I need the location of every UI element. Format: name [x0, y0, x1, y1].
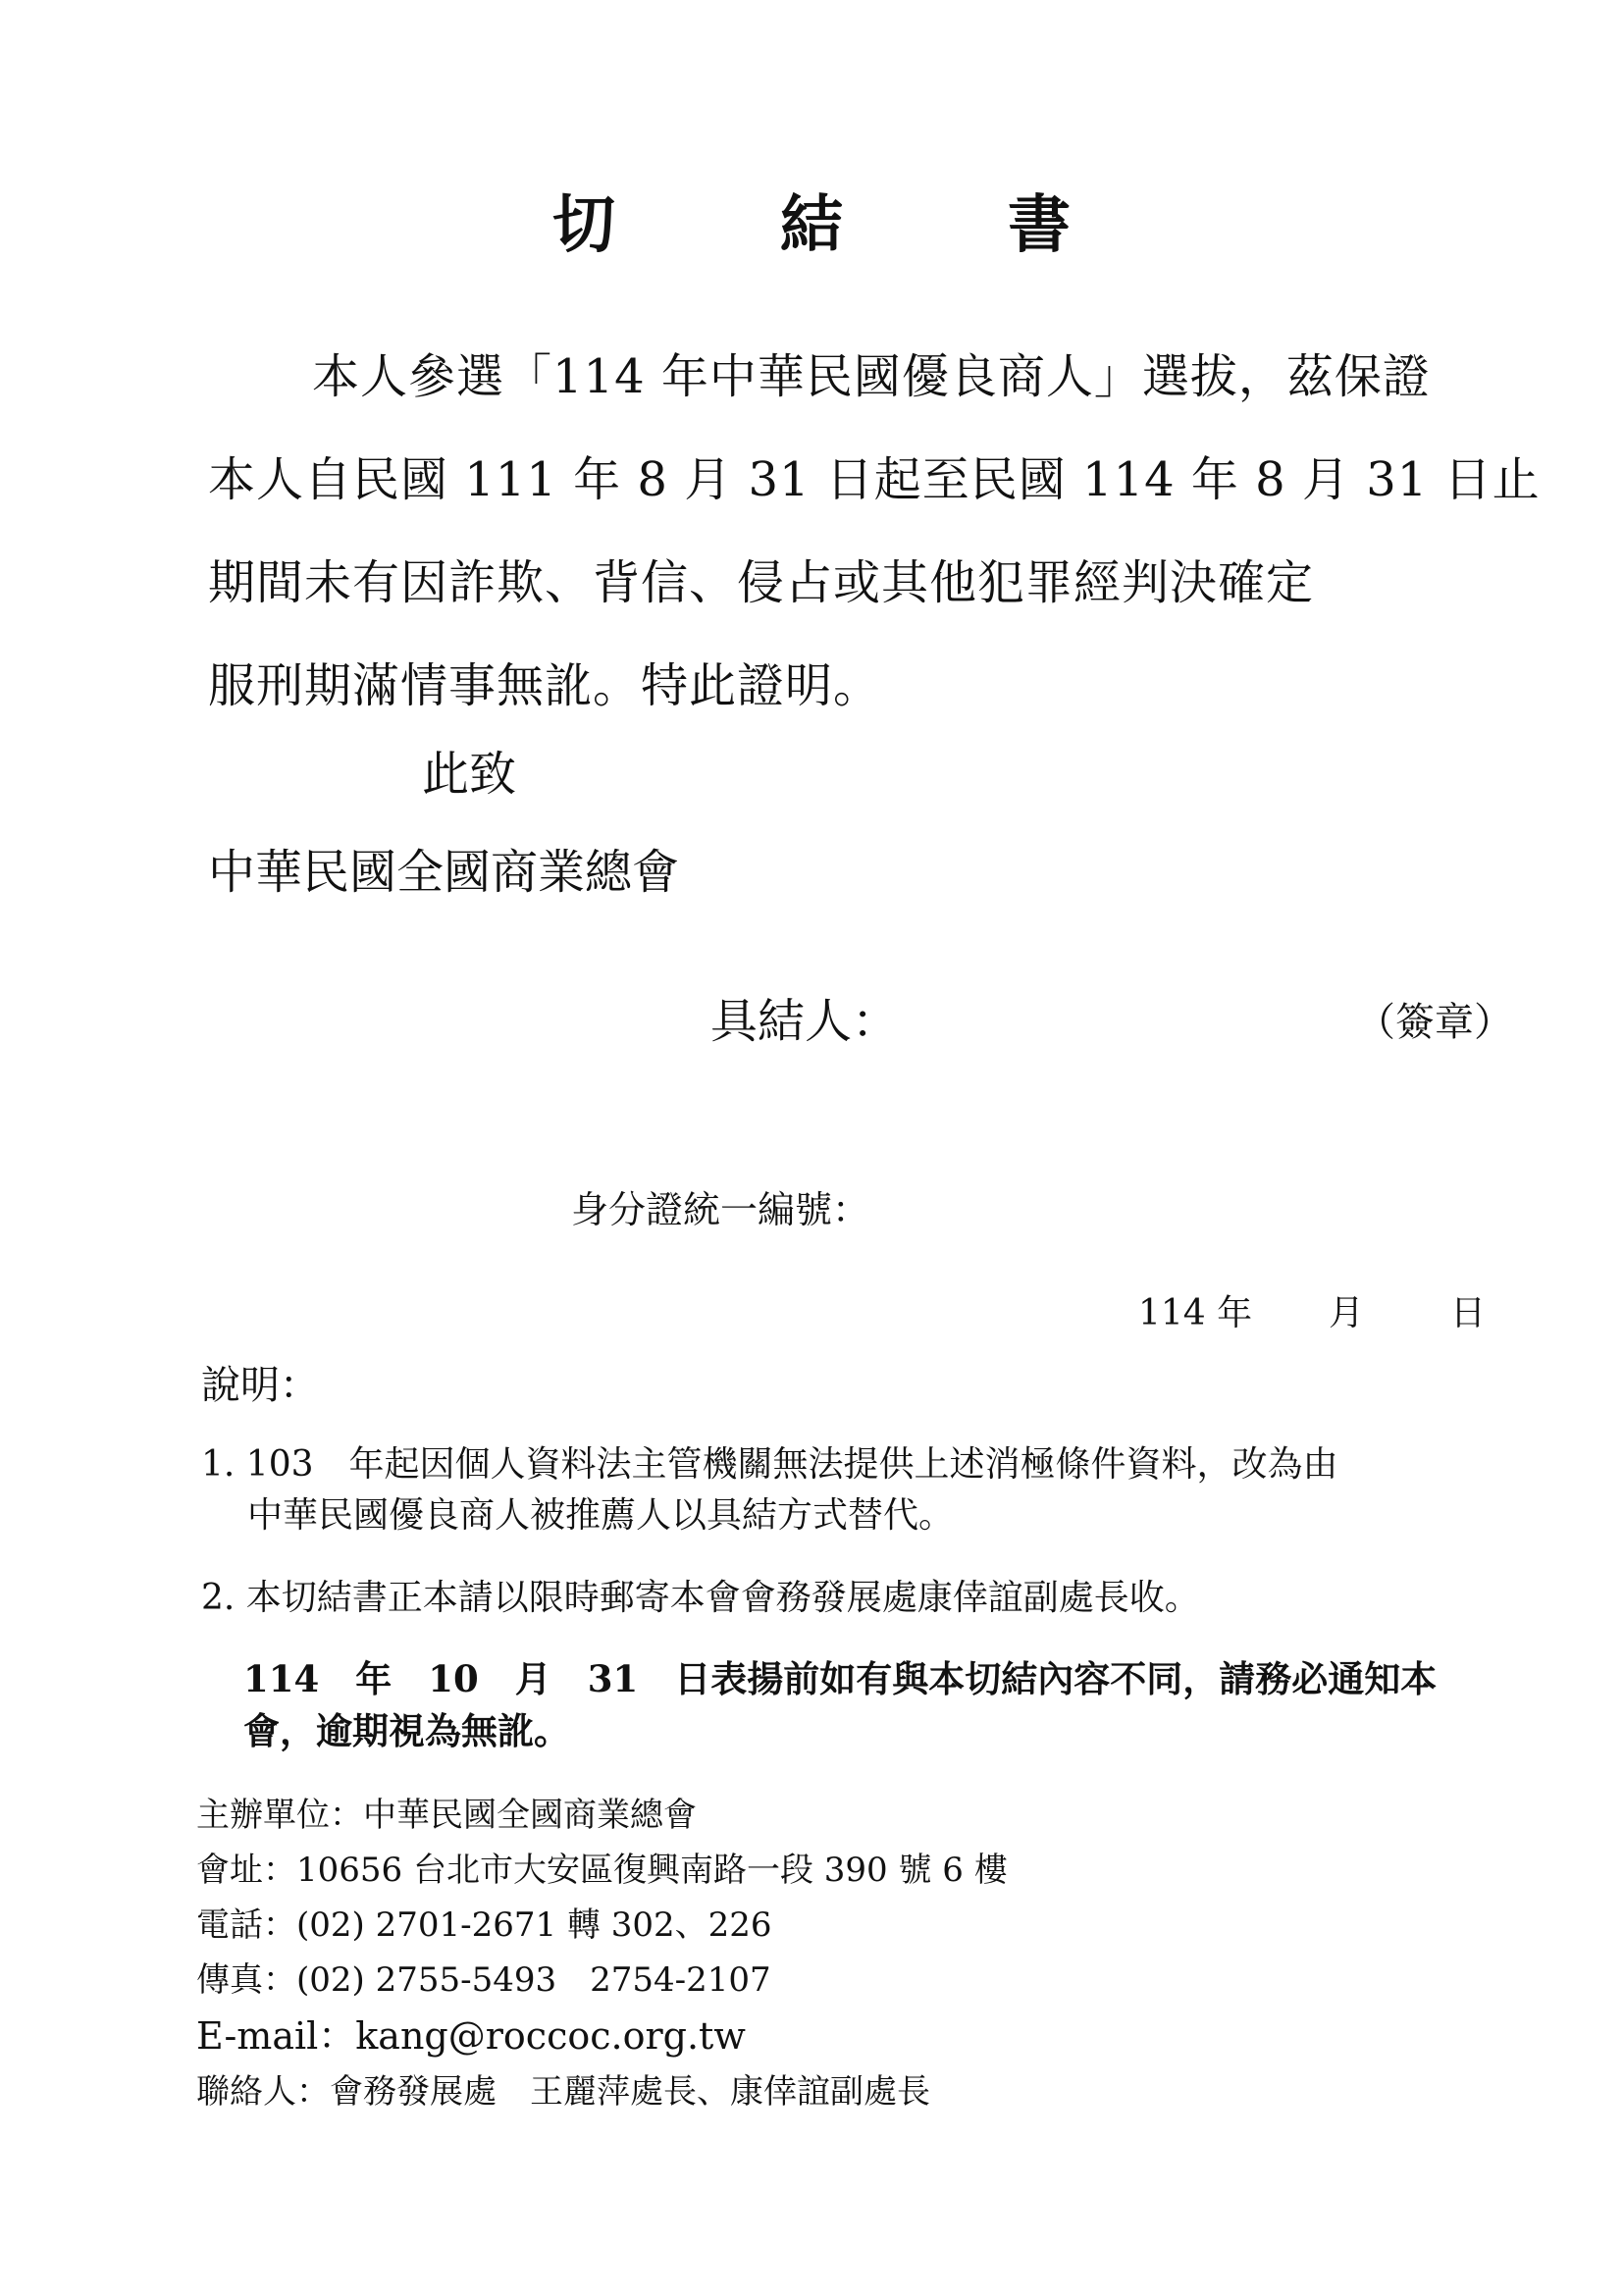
date-year: 114 年 — [1138, 1293, 1253, 1333]
stamp-label: （簽章） — [1356, 1000, 1513, 1045]
footer-email: E-mail：kang@roccoc.org.tw — [196, 2014, 746, 2058]
recipient: 中華民國全國商業總會 — [208, 845, 680, 900]
notes-heading: 說明： — [201, 1363, 319, 1408]
date-month: 月 — [1329, 1293, 1365, 1333]
footer-fax: 傳真：(02) 2755-5493 2754-2107 — [196, 1960, 771, 2000]
footer-phone: 電話：(02) 2701-2671 轉 302、226 — [196, 1905, 772, 1945]
footer-address: 會址：10656 台北市大安區復興南路一段 390 號 6 樓 — [196, 1851, 1008, 1890]
footer-contact: 聯絡人：會務發展處 王麗萍處長、康倖誼副處長 — [196, 2072, 930, 2112]
salutation: 此致 — [422, 747, 517, 802]
notice-line-2: 會，逾期視為無訛。 — [243, 1709, 570, 1752]
footer-organizer: 主辦單位：中華民國全國商業總會 — [196, 1796, 697, 1835]
body-line-3: 期間未有因詐欺、背信、侵占或其他犯罪經判決確定 — [208, 555, 1315, 610]
notice-line-1: 114 年 10 月 31 日表揚前如有與本切結內容不同，請務必通知本 — [243, 1657, 1438, 1700]
id-number-label: 身分證統一編號： — [571, 1188, 870, 1231]
note-1-line-1: 1. 103 年起因個人資料法主管機關無法提供上述消極條件資料，改為由 — [201, 1444, 1338, 1485]
signer-label: 具結人： — [710, 994, 900, 1049]
date-day: 日 — [1450, 1293, 1487, 1333]
note-1-line-2: 中華民國優良商人被推薦人以具結方式替代。 — [247, 1495, 955, 1536]
body-line-4: 服刑期滿情事無訛。特此證明。 — [208, 658, 882, 713]
body-line-1: 本人參選「114 年中華民國優良商人」選拔，茲保證 — [312, 349, 1431, 404]
note-2: 2. 本切結書正本請以限時郵寄本會會務發展處康倖誼副處長收。 — [201, 1578, 1200, 1618]
body-line-2: 本人自民國 111 年 8 月 31 日起至民國 114 年 8 月 31 日止 — [208, 452, 1541, 507]
document-title: 切 結 書 — [552, 188, 1122, 262]
